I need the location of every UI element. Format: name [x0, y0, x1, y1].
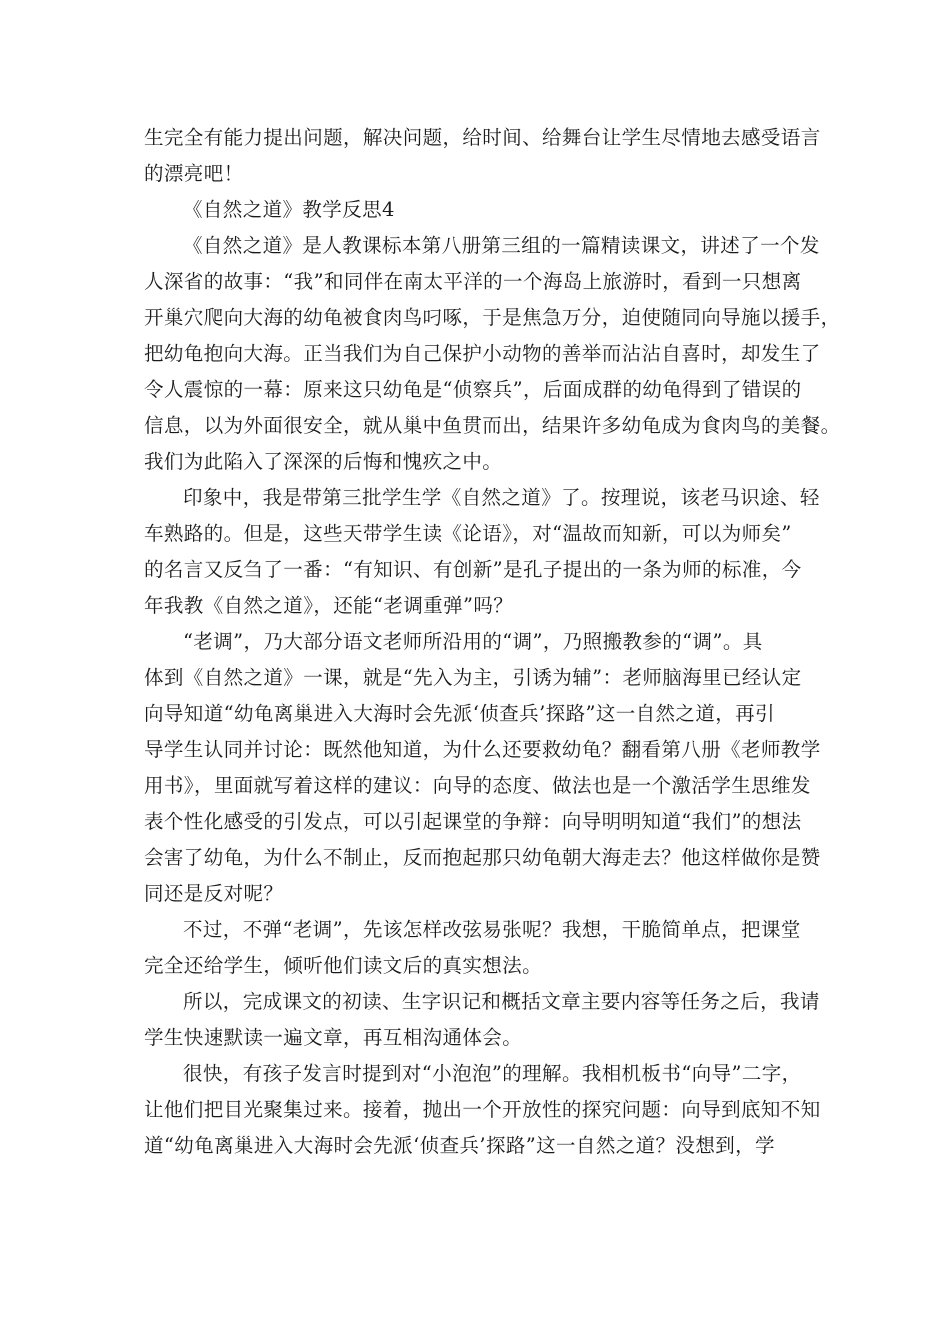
paragraph-6-line-2: 让他们把目光聚集过来。接着，抛出一个开放性的探究问题：向导到底知不知 — [144, 1098, 821, 1121]
paragraph-4-line-1: 不过，不弹“老调”，先该怎样改弦易张呢？我想，干脆简单点，把课堂 — [183, 918, 801, 941]
paragraph-6-line-1: 很快，有孩子发言时提到对“小泡泡”的理解。我相机板书“向导”二字， — [183, 1062, 802, 1085]
paragraph-1-line-2: 人深省的故事：“我”和同伴在南太平洋的一个海岛上旅游时，看到一只想离 — [144, 270, 802, 293]
document-body — [144, 120, 841, 1164]
paragraph-2-line-1: 印象中，我是带第三批学生学《自然之道》了。按理说，该老马识途、轻 — [183, 486, 820, 509]
paragraph-3-line-8: 同还是反对呢？ — [144, 882, 284, 905]
paragraph-4-line-2: 完全还给学生，倾听他们读文后的真实想法。 — [144, 954, 543, 977]
paragraph-3-line-4: 导学生认同并讨论：既然他知道，为什么还要救幼龟？翻看第八册《老师教学 — [144, 738, 821, 761]
paragraph-6-line-3: 道“幼龟离巢进入大海时会先派‘侦查兵’探路”这一自然之道？没想到，学 — [144, 1134, 775, 1157]
paragraph-2-line-4: 年我教《自然之道》，还能“老调重弹”吗？ — [144, 594, 514, 617]
paragraph-1-line-3: 开巢穴爬向大海的幼龟被食肉鸟叼啄，于是焦急万分，迫使随同向导施以援手， — [144, 306, 841, 329]
text-line-1: 生完全有能力提出问题，解决问题，给时间、给舞台让学生尽情地去感受语言 — [144, 126, 821, 149]
paragraph-1-line-6: 信息，以为外面很安全，就从巢中鱼贯而出，结果许多幼龟成为食肉鸟的美餐。 — [144, 414, 841, 437]
paragraph-1-line-1: 《自然之道》是人教课标本第八册第三组的一篇精读课文，讲述了一个发 — [183, 234, 820, 257]
section-heading: 《自然之道》教学反思4 — [183, 198, 395, 221]
paragraph-2-line-3: 的名言又反刍了一番：“有知识、有创新”是孔子提出的一条为师的标准，今 — [144, 558, 802, 581]
text-line-2: 的漂亮吧！ — [144, 162, 244, 185]
paragraph-2-line-2: 车熟路的。但是，这些天带学生读《论语》，对“温故而知新，可以为师矣” — [144, 522, 792, 545]
paragraph-3-line-6: 表个性化感受的引发点，可以引起课堂的争辩：向导明明知道“我们”的想法 — [144, 810, 802, 833]
paragraph-5-line-1: 所以，完成课文的初读、生字识记和概括文章主要内容等任务之后，我请 — [183, 990, 820, 1013]
paragraph-3-line-5: 用书》，里面就写着这样的建议：向导的态度、做法也是一个激活学生思维发 — [144, 774, 811, 797]
paragraph-3-line-7: 会害了幼龟，为什么不制止，反而抱起那只幼龟朝大海走去？他这样做你是赞 — [144, 846, 821, 869]
paragraph-1-line-4: 把幼龟抱向大海。正当我们为自己保护小动物的善举而沾沾自喜时，却发生了 — [144, 342, 821, 365]
paragraph-3-line-3: 向导知道“幼龟离巢进入大海时会先派‘侦查兵’探路”这一自然之道，再引 — [144, 702, 775, 725]
paragraph-3-line-2: 体到《自然之道》一课，就是“先入为主，引诱为辅”：老师脑海里已经认定 — [144, 666, 802, 689]
paragraph-1-line-5: 令人震惊的一幕：原来这只幼龟是“侦察兵”，后面成群的幼龟得到了错误的 — [144, 378, 802, 401]
paragraph-5-line-2: 学生快速默读一遍文章，再互相沟通体会。 — [144, 1026, 523, 1049]
paragraph-1-line-7: 我们为此陷入了深深的后悔和愧疚之中。 — [144, 450, 503, 473]
paragraph-3-line-1: “老调”，乃大部分语文老师所沿用的“调”，乃照搬教参的“调”。具 — [183, 630, 763, 653]
